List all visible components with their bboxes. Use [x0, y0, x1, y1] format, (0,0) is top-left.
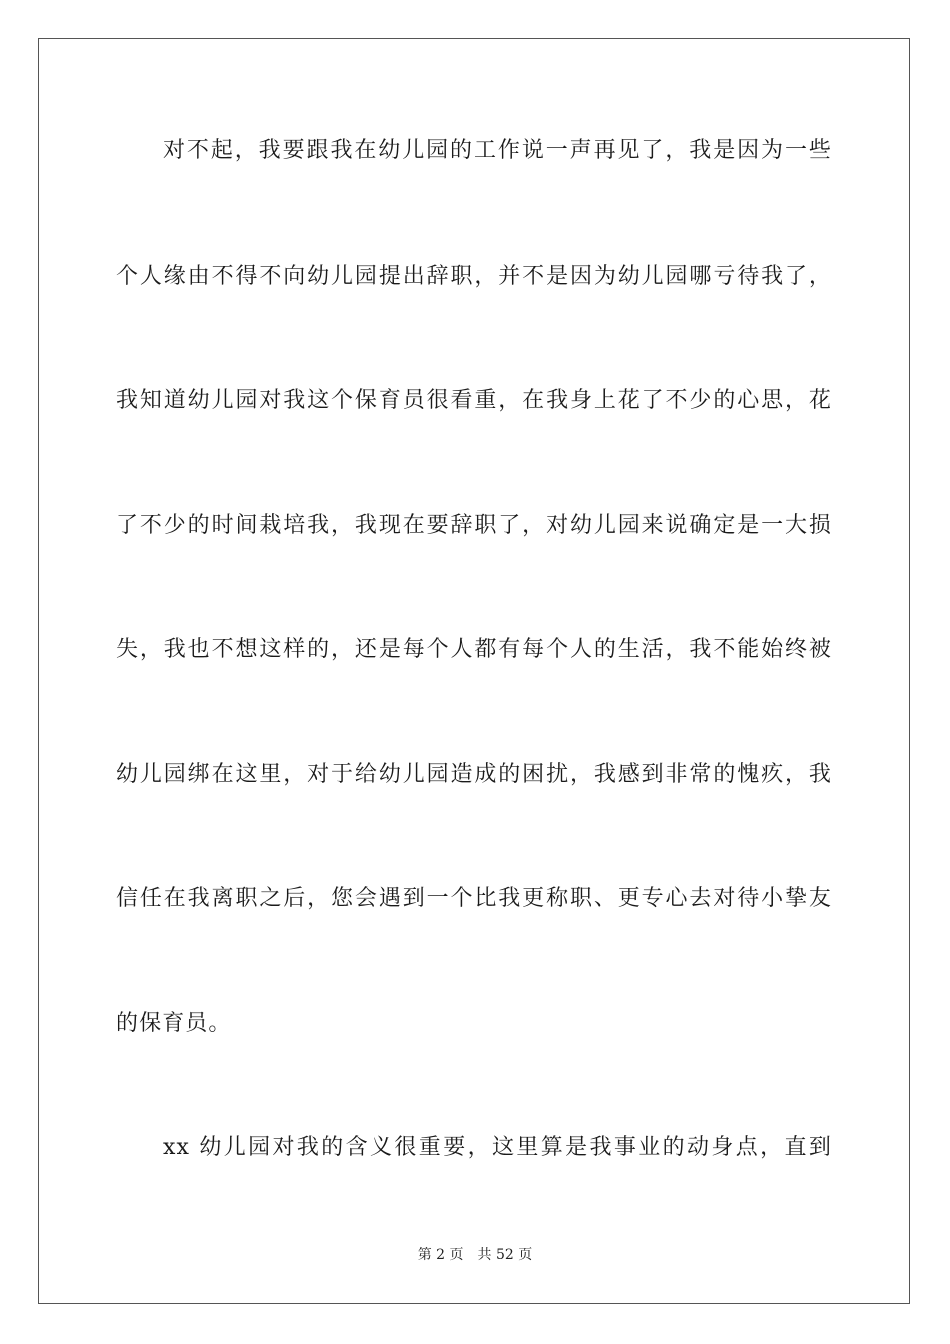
page-total: 共 52 页 [477, 1247, 533, 1263]
paragraph-1-line-7: 信任在我离职之后，您会遇到一个比我更称职、更专心去对待小挚友 [116, 886, 832, 911]
paragraph-1-line-5: 失，我也不想这样的，还是每个人都有每个人的生活，我不能始终被 [116, 637, 832, 662]
paragraph-1-line-6: 幼儿园绑在这里，对于给幼儿园造成的困扰，我感到非常的愧疚，我 [116, 762, 832, 787]
page-border [38, 38, 910, 1304]
paragraph-2-line-1: xx 幼儿园对我的含义很重要，这里算是我事业的动身点，直到 [163, 1135, 832, 1160]
page-footer [0, 1246, 950, 1264]
paragraph-1-line-1: 对不起，我要跟我在幼儿园的工作说一声再见了，我是因为一些 [163, 138, 832, 163]
paragraph-1-line-2: 个人缘由不得不向幼儿园提出辞职，并不是因为幼儿园哪亏待我了， [116, 264, 832, 289]
paragraph-1-line-4: 了不少的时间栽培我，我现在要辞职了，对幼儿园来说确定是一大损 [116, 513, 832, 538]
paragraph-1-line-3: 我知道幼儿园对我这个保育员很看重，在我身上花了不少的心思，花 [116, 388, 832, 413]
page-number: 第 2 页 [417, 1247, 464, 1263]
paragraph-1-line-8: 的保育员。 [116, 1011, 232, 1036]
